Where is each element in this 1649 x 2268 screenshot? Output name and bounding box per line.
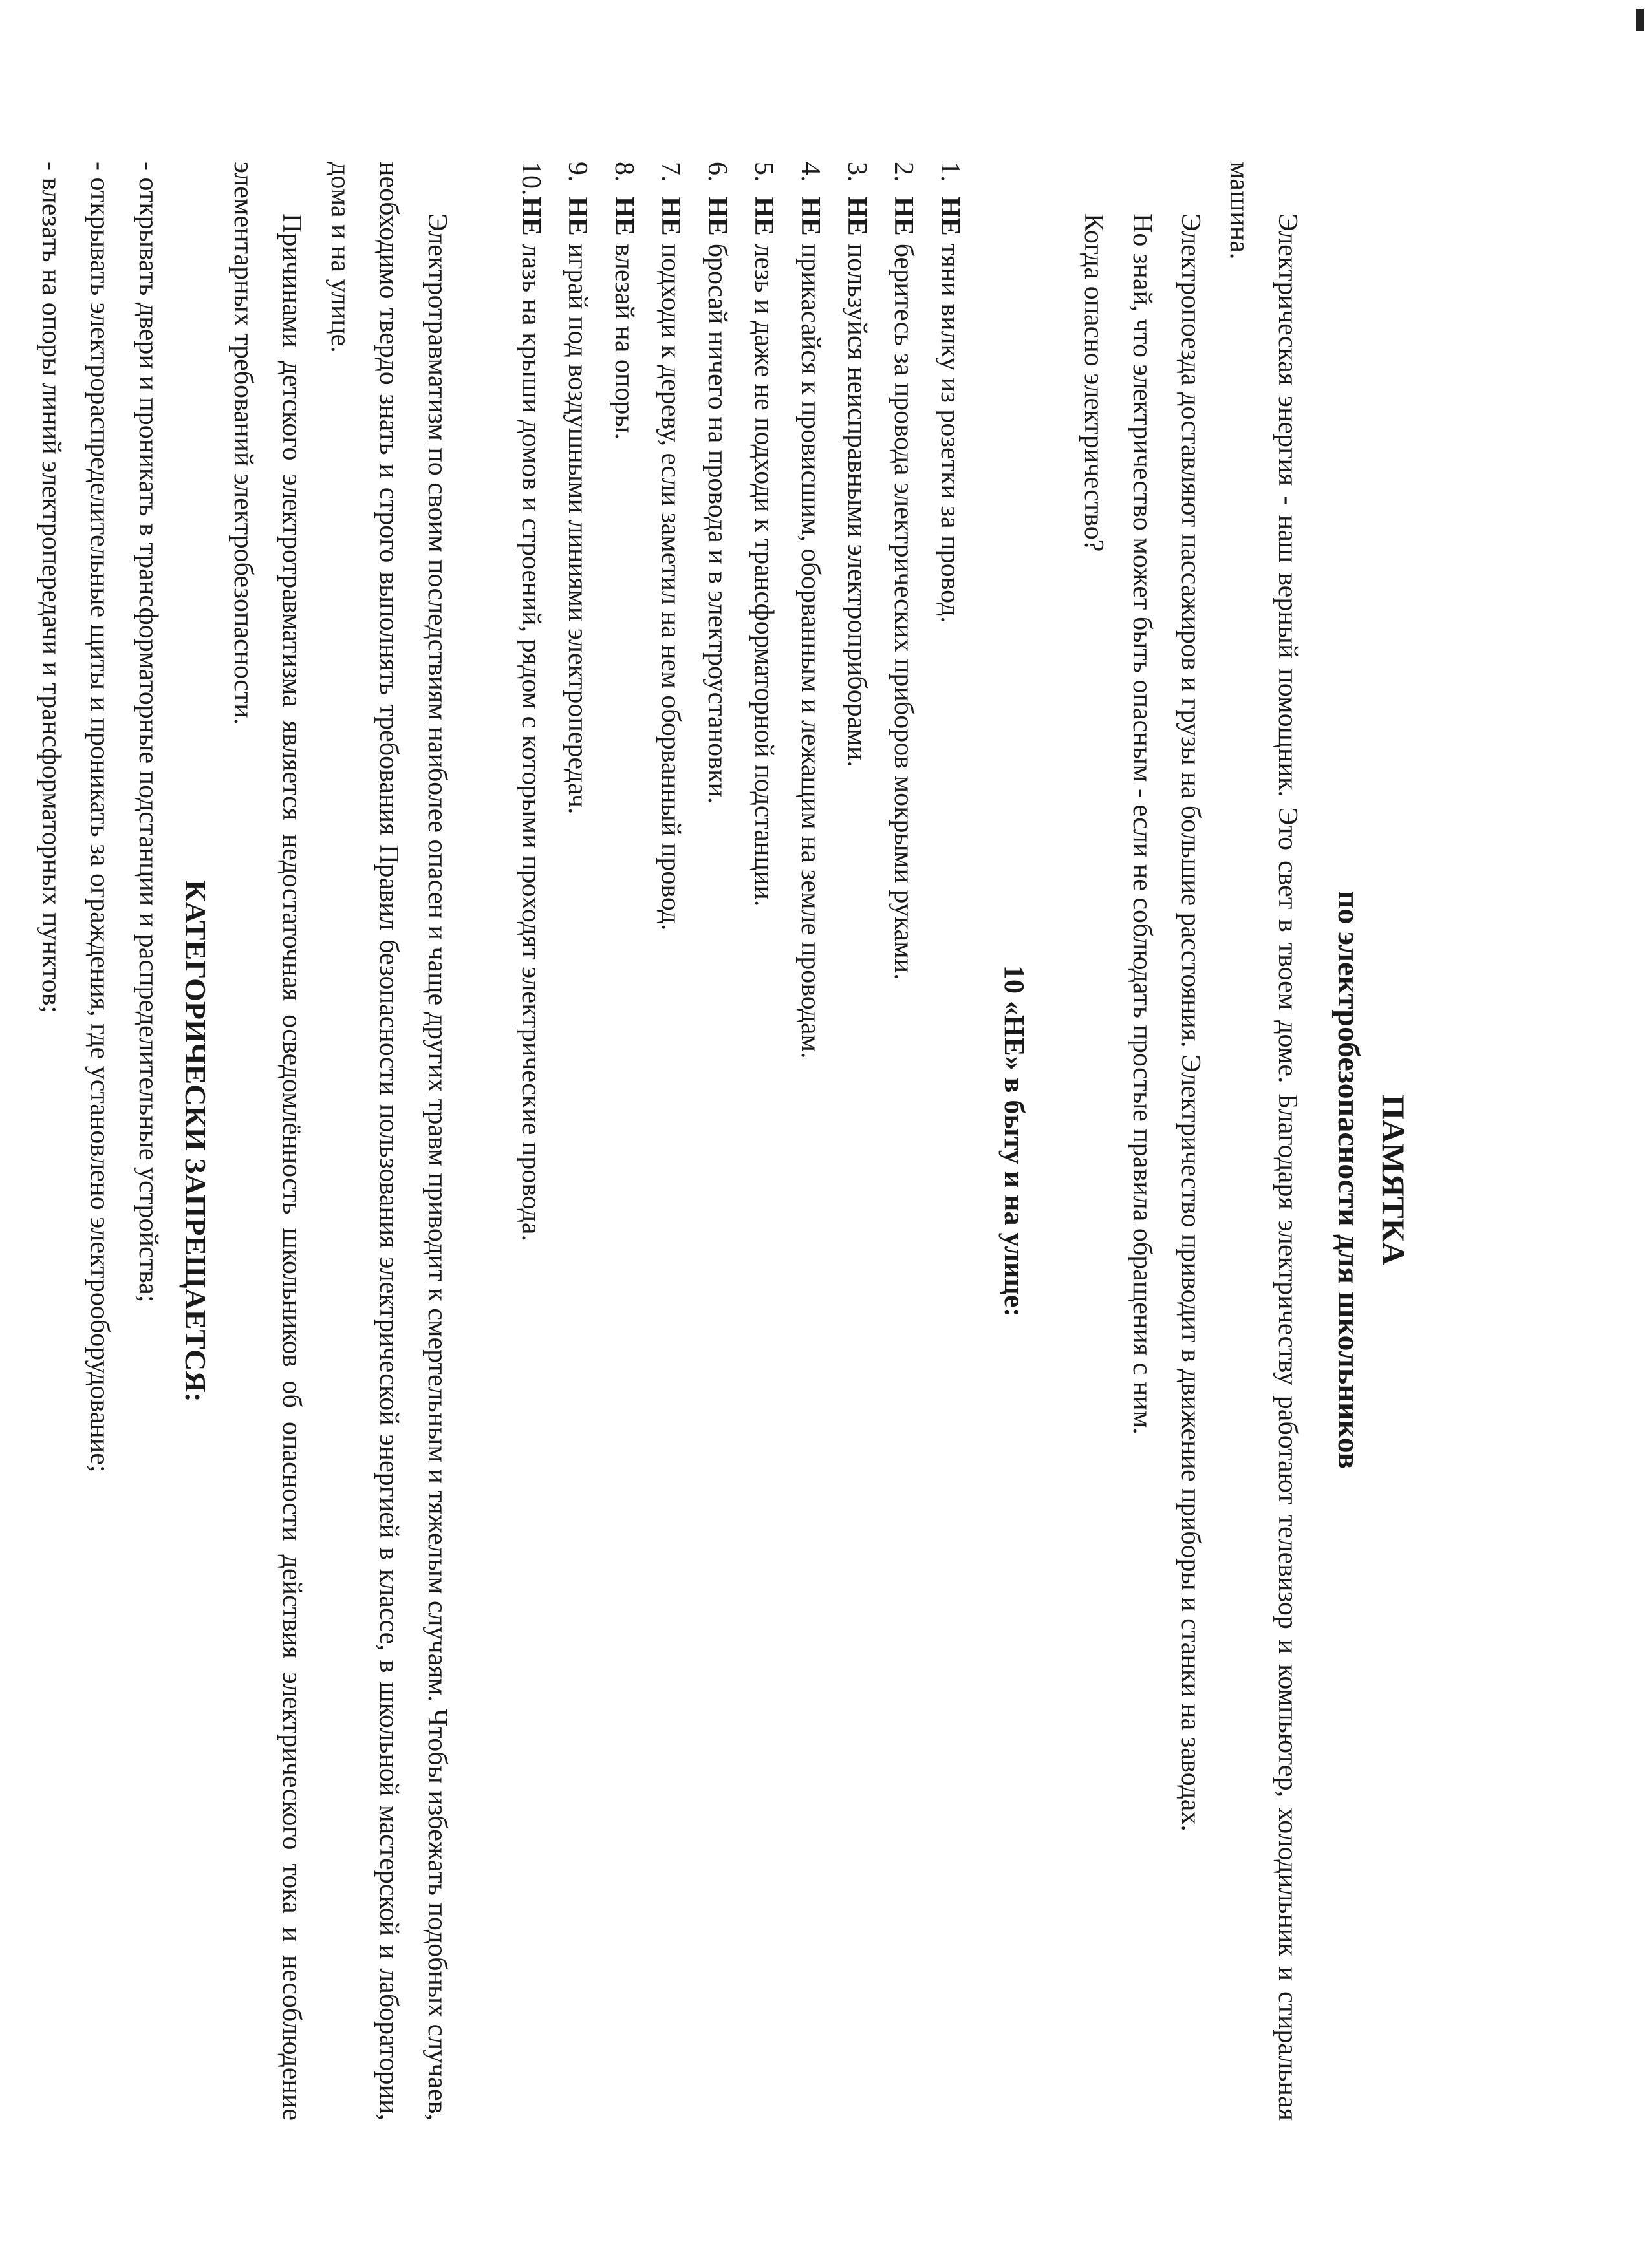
rule-ne: НЕ [842, 197, 872, 236]
rule-item [740, 162, 787, 2121]
rule-text: влезай на опоры. [609, 243, 639, 440]
rule-text: тяни вилку из розетки за провод. [935, 243, 965, 623]
rule-item [647, 162, 694, 2121]
rule-text: подходи к дереву, если заметил на нем оборванный провод. [656, 243, 685, 931]
memo-title: ПАМЯТКА [1375, 1094, 1412, 1265]
rule-number: 5. [749, 162, 779, 182]
rule-ne: НЕ [609, 197, 639, 236]
rule-item [787, 162, 834, 2121]
rule-number: 4. [795, 162, 825, 182]
rule-item [880, 162, 927, 2121]
rule-ne: НЕ [749, 197, 779, 236]
rule-ne: НЕ [889, 197, 918, 236]
rule-item [554, 162, 601, 2121]
rule-number: 1. [935, 162, 965, 182]
prohibited-item: - открывать двери и проникать в трансформаторные подстанции и распределительные устройства; [133, 162, 163, 1303]
rule-item [694, 162, 740, 2121]
rule-text: беритесь за провода электрических приборов мокрыми руками. [889, 243, 918, 980]
body-paragraph: Причинами детского электротравматизма является недостаточная осведомлённость школьников об опасности действия электрического тока и несоблюдение элементарных требований электробезопасности. [228, 162, 307, 2121]
rule-text: пользуйся неисправными электроприборами. [842, 243, 872, 767]
rule-number: 9. [563, 162, 592, 182]
prohibited-item: - открывать электрораспределительные щиты и проникать за ограждения, где установлено электрооборудование; [85, 162, 114, 1473]
rule-ne: НЕ [795, 197, 825, 236]
rule-item [927, 162, 973, 2121]
intro-paragraph: Электрическая энергия - наш верный помощник. Это свет в твоем доме. Благодаря электричеству работают телевизор и компьютер, холодильник и стиральная машина. [1224, 162, 1302, 2121]
rule-text: лазь на крыши домов и строений, рядом с которыми проходят электрические провода. [516, 243, 546, 1242]
prohibited-item: - влезать на опоры линий электропередачи и трансформаторных пунктов; [36, 162, 66, 1014]
prohibited-title: КАТЕГОРИЧЕСКИ ЗАПРЕЩАЕТСЯ: [179, 880, 212, 1402]
rule-text: лезь и даже не подходи к трансформаторной подстанции. [749, 243, 779, 907]
rule-number: 6. [702, 162, 732, 182]
rule-text: бросай ничего на провода и в электроустановки. [702, 243, 732, 804]
intro-paragraph: Электропоезда доставляют пассажиров и грузы на большие расстояния. Электричество приводит в движение приборы и станки на заводах. [1176, 213, 1205, 1832]
rule-item [834, 162, 880, 2121]
rule-number: 7. [656, 162, 685, 182]
rule-ne: НЕ [516, 197, 546, 236]
rule-number: 3. [842, 162, 872, 182]
rule-text: играй под воздушными линиями электропередач. [563, 243, 592, 815]
rule-number: 2. [889, 162, 918, 182]
body-paragraph: Электротравматизм по своим последствиям наиболее опасен и чаще других травм приводит к смертельным и тяжелым случаям. Чтобы избежать подобных случаев, необходимо твердо знать и строго выполнять требования Правил безопасности пользования электрической энергией в классе, в школьной мастерской и лаборатории, дома и на улице. [325, 162, 452, 2121]
rule-text: прикасайся к провисшим, оборванным и лежащим на земле проводам. [795, 243, 825, 1059]
rule-ne: НЕ [656, 197, 685, 236]
rule-number: 8. [609, 162, 639, 182]
intro-paragraph: Но знай, что электричество может быть опасным - если не соблюдать простые правила обращения с ним. [1127, 213, 1157, 1435]
memo-content [27, 162, 1416, 2121]
prohibited-list [27, 162, 172, 2121]
rule-ne: НЕ [935, 197, 965, 236]
memo-subtitle: по электробезопасности для школьников [1331, 890, 1366, 1470]
rule-item [601, 162, 647, 2121]
intro-question: Когда опасно электричество? [1079, 213, 1108, 552]
rules-list [508, 162, 973, 2121]
rule-ne: НЕ [702, 197, 732, 236]
rules-title: 10 «НЕ» в быту и на улице: [998, 965, 1030, 1317]
rule-item [508, 162, 554, 2121]
rule-ne: НЕ [563, 197, 592, 236]
rule-number: 10. [516, 162, 546, 196]
